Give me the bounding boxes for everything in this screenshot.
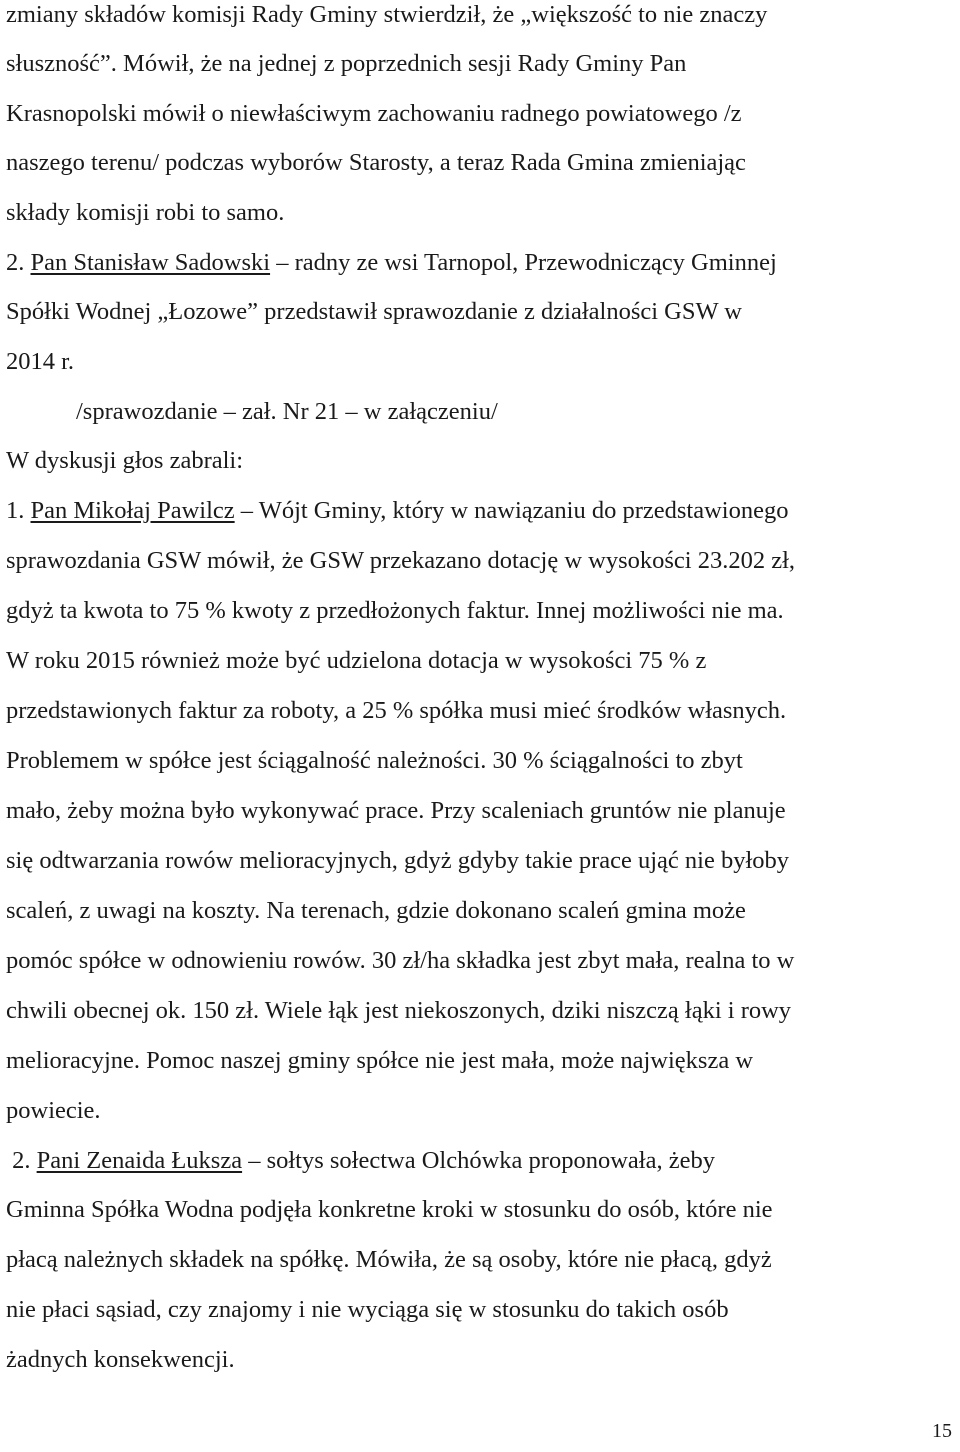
- text-line: melioracyjne. Pomoc naszej gminy spółce nie jest mała, może największa w: [6, 1047, 754, 1074]
- text-line: Spółki Wodnej „Łozowe” przedstawił sprawozdanie z działalności GSW w: [6, 298, 742, 325]
- speaker-description: – radny ze wsi Tarnopol, Przewodniczący Gminnej: [270, 249, 777, 276]
- item-number: 2.: [6, 249, 31, 276]
- text-line: gdyż ta kwota to 75 % kwoty z przedłożonych faktur. Innej możliwości nie ma.: [6, 597, 784, 624]
- text-line: pomóc spółce w odnowieniu rowów. 30 zł/ha składka jest zbyt mała, realna to w: [6, 947, 795, 974]
- text-line: W roku 2015 również może być udzielona dotacja w wysokości 75 % z: [6, 647, 707, 674]
- text-line: 2014 r.: [6, 348, 75, 375]
- speaker-name: Pan Mikołaj Pawilcz: [30, 497, 235, 524]
- text-line: zmiany składów komisji Rady Gminy stwierdził, że „większość to nie znaczy: [6, 1, 768, 28]
- speaker-line: [6, 496, 789, 526]
- item-number: 2.: [6, 1147, 37, 1174]
- speaker-description: – sołtys sołectwa Olchówka proponowała, żeby: [242, 1147, 715, 1174]
- text-line: płacą należnych składek na spółkę. Mówiła, że są osoby, które nie płacą, gdyż: [6, 1246, 772, 1273]
- text-line: mało, żeby można było wykonywać prace. Przy scaleniach gruntów nie planuje: [6, 797, 786, 824]
- page-number: 15: [932, 1420, 952, 1442]
- text-line: Problemem w spółce jest ściągalność należności. 30 % ściągalności to zbyt: [6, 747, 743, 774]
- speaker-line: [6, 1146, 715, 1176]
- speaker-line: [6, 248, 777, 278]
- text-line: naszego terenu/ podczas wyborów Starosty, a teraz Rada Gmina zmieniając: [6, 149, 746, 176]
- text-line: nie płaci sąsiad, czy znajomy i nie wyciąga się w stosunku do takich osób: [6, 1296, 729, 1323]
- text-line: składy komisji robi to samo.: [6, 199, 285, 226]
- attachment-note: /sprawozdanie – zał. Nr 21 – w załączeniu/: [76, 398, 498, 425]
- speaker-description: – Wójt Gminy, który w nawiązaniu do przedstawionego: [234, 497, 789, 524]
- speaker-name: Pan Stanisław Sadowski: [30, 249, 271, 276]
- text-line: powiecie.: [6, 1097, 101, 1124]
- text-line: Krasnopolski mówił o niewłaściwym zachowaniu radnego powiatowego /z: [6, 100, 742, 127]
- speaker-name: Pani Zenaida Łuksza: [36, 1147, 243, 1174]
- discussion-heading: W dyskusji głos zabrali:: [6, 447, 244, 474]
- text-line: Gminna Spółka Wodna podjęła konkretne kroki w stosunku do osób, które nie: [6, 1196, 773, 1223]
- text-line: chwili obecnej ok. 150 zł. Wiele łąk jest niekoszonych, dziki niszczą łąki i rowy: [6, 997, 792, 1024]
- item-number: 1.: [6, 497, 31, 524]
- text-line: się odtwarzania rowów melioracyjnych, gdyż gdyby takie prace ująć nie byłoby: [6, 847, 790, 874]
- text-line: przedstawionych faktur za roboty, a 25 % spółka musi mieć środków własnych.: [6, 697, 787, 724]
- text-line: sprawozdania GSW mówił, że GSW przekazano dotację w wysokości 23.202 zł,: [6, 547, 796, 574]
- text-line: słuszność”. Mówił, że na jednej z poprzednich sesji Rady Gminy Pan: [6, 50, 687, 77]
- text-line: żadnych konsekwencji.: [6, 1346, 235, 1373]
- text-line: scaleń, z uwagi na koszty. Na terenach, gdzie dokonano scaleń gmina może: [6, 897, 746, 924]
